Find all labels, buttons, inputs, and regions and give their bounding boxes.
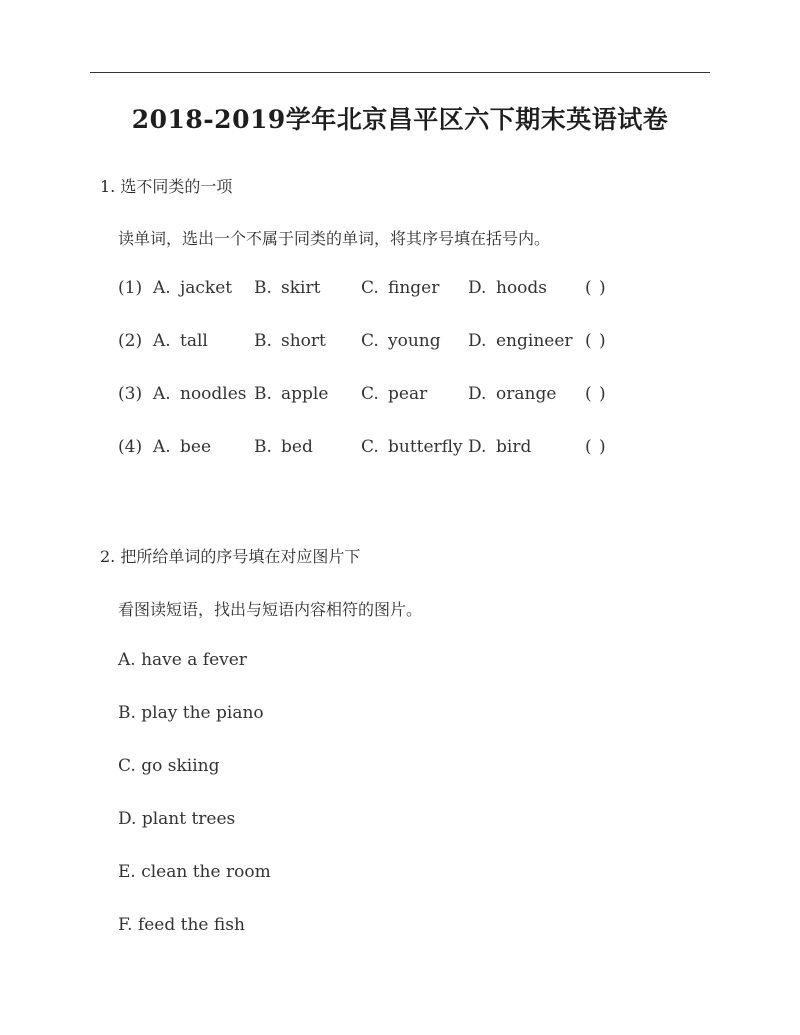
option-b-letter: B.	[254, 331, 272, 351]
answer-parentheses: ( )	[585, 278, 607, 298]
phrase-item: F. feed the fish	[118, 915, 245, 935]
question-number: (2)	[118, 331, 143, 351]
option-b-word: skirt	[281, 278, 321, 298]
option-a-word: tall	[180, 331, 208, 351]
option-d-letter: D.	[468, 278, 487, 298]
answer-parentheses: ( )	[585, 331, 607, 351]
option-b-word: bed	[281, 437, 313, 457]
page-title: 2018-2019学年北京昌平区六下期末英语试卷	[131, 105, 669, 134]
option-c-letter: C.	[361, 278, 379, 298]
answer-parentheses: ( )	[585, 437, 607, 457]
option-d-word: hoods	[496, 278, 548, 298]
option-d-letter: D.	[468, 437, 487, 457]
option-d-word: engineer	[496, 331, 573, 351]
option-a-word: bee	[180, 437, 212, 457]
option-c-letter: C.	[361, 384, 379, 404]
option-d-letter: D.	[468, 384, 487, 404]
option-d-word: bird	[496, 437, 532, 457]
option-a-letter: A.	[153, 437, 171, 457]
option-d-letter: D.	[468, 331, 487, 351]
section-1-instruction: 读单词，选出一个不属于同类的单词，将其序号填在括号内。	[118, 229, 551, 248]
section-2-instruction: 看图读短语，找出与短语内容相符的图片。	[118, 600, 423, 619]
question-number: (3)	[118, 384, 143, 404]
phrase-item: C. go skiing	[118, 756, 220, 776]
option-a-letter: A.	[153, 278, 171, 298]
option-a-word: noodles	[180, 384, 247, 404]
option-c-word: pear	[388, 384, 428, 404]
question-row	[0, 278, 800, 302]
option-c-word: young	[388, 331, 441, 351]
header-rule	[90, 72, 710, 73]
phrase-item: D. plant trees	[118, 809, 236, 829]
option-b-letter: B.	[254, 278, 272, 298]
option-b-letter: B.	[254, 384, 272, 404]
section-2-heading: 2. 把所给单词的序号填在对应图片下	[100, 547, 361, 566]
phrase-item: E. clean the room	[118, 862, 271, 882]
option-c-word: butterfly	[388, 437, 463, 457]
answer-parentheses: ( )	[585, 384, 607, 404]
option-c-letter: C.	[361, 437, 379, 457]
option-c-word: finger	[388, 278, 440, 298]
question-row	[0, 437, 800, 461]
phrase-item: B. play the piano	[118, 703, 264, 723]
option-c-letter: C.	[361, 331, 379, 351]
phrase-item: A. have a fever	[118, 650, 247, 670]
question-row	[0, 331, 800, 355]
option-a-letter: A.	[153, 384, 171, 404]
option-a-word: jacket	[180, 278, 233, 298]
section-1-heading: 1. 选不同类的一项	[100, 177, 233, 196]
question-number: (4)	[118, 437, 143, 457]
option-a-letter: A.	[153, 331, 171, 351]
option-d-word: orange	[496, 384, 557, 404]
option-b-letter: B.	[254, 437, 272, 457]
question-number: (1)	[118, 278, 143, 298]
option-b-word: short	[281, 331, 326, 351]
option-b-word: apple	[281, 384, 329, 404]
question-row	[0, 384, 800, 408]
